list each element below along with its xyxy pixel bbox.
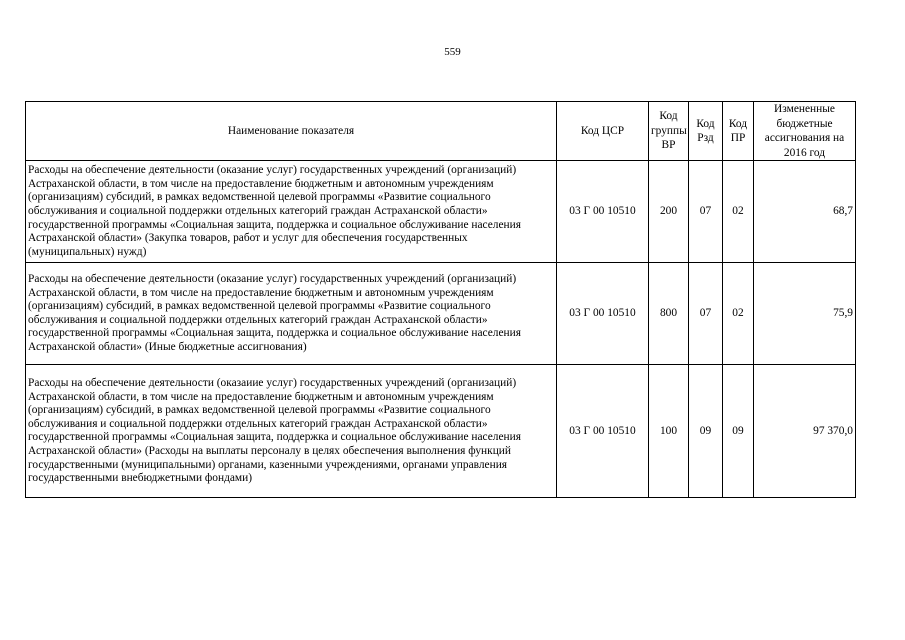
row-amount: 68,7 [754,161,856,263]
table-row [26,161,856,263]
row-vr: 200 [649,161,689,263]
row-amount: 97 370,0 [754,365,856,498]
header-name: Наименование показателя [26,102,557,161]
header-csr: Код ЦСР [557,102,649,161]
row-csr: 03 Г 00 10510 [557,161,649,263]
row-amount: 75,9 [754,263,856,365]
row-pr: 02 [723,263,754,365]
row-name: Расходы на обеспечение деятельности (оказание услуг) государственных учреждений (организаций) Астраханской области, в том числе на предоставление бюджетным и автономным учреждениям (организациям) субсидий, в рамках ведомственной целевой программы «Развитие социального обслуживания и социальной поддержки отдельных категорий граждан Астраханской области» государственной программы «Социальная защита, поддержка и социальное обслуживание населения Астраханской области» (Закупка товаров, работ и услуг для обеспечения государственных (муниципальных) нужд) [26,161,557,263]
row-name: Расходы на обеспечение деятельности (оказание услуг) государственных учреждений (организаций) Астраханской области, в том числе на предоставление бюджетным и автономным учреждениям (организациям) субсидий, в рамках ведомственной целевой программы «Развитие социального обслуживания и социальной поддержки отдельных категорий граждан Астраханской области» государственной программы «Социальная защита, поддержка и социальное обслуживание населения Астраханской области» (Иные бюджетные ассигнования) [26,263,557,365]
row-rzd: 07 [689,263,723,365]
row-rzd: 09 [689,365,723,498]
header-rzd: Код Рзд [689,102,723,161]
budget-table [25,101,856,498]
header-amount: Измененные бюджетные ассигнования на 2016 год [754,102,856,161]
row-rzd: 07 [689,161,723,263]
row-name: Расходы на обеспечение деятельности (оказаиие услуг) государственных учреждений (организаций) Астраханской области, в том числе на предоставление бюджетным и автономным учреждениям (организациям) субсидий, в рамках ведомственной целевой программы «Развитие социального обслуживания и социальной поддержки отдельных категорий граждан Астраханской области» государственной программы «Социальная защита, поддержка и социальное обслуживание населения Астраханской области» (Расходы на выплаты персоналу в целях обеспечения выполнения функций государственными (муниципальными) органами, казенными учреждениями, органами управления государственными внебюджетными фондами) [26,365,557,498]
row-vr: 100 [649,365,689,498]
table-header-row [26,102,856,161]
row-csr: 03 Г 00 10510 [557,365,649,498]
header-pr: Код ПР [723,102,754,161]
table-row [26,263,856,365]
row-csr: 03 Г 00 10510 [557,263,649,365]
page-number: 559 [444,46,461,58]
row-pr: 02 [723,161,754,263]
table-row [26,365,856,498]
header-vr: Код группы ВР [649,102,689,161]
row-vr: 800 [649,263,689,365]
row-pr: 09 [723,365,754,498]
